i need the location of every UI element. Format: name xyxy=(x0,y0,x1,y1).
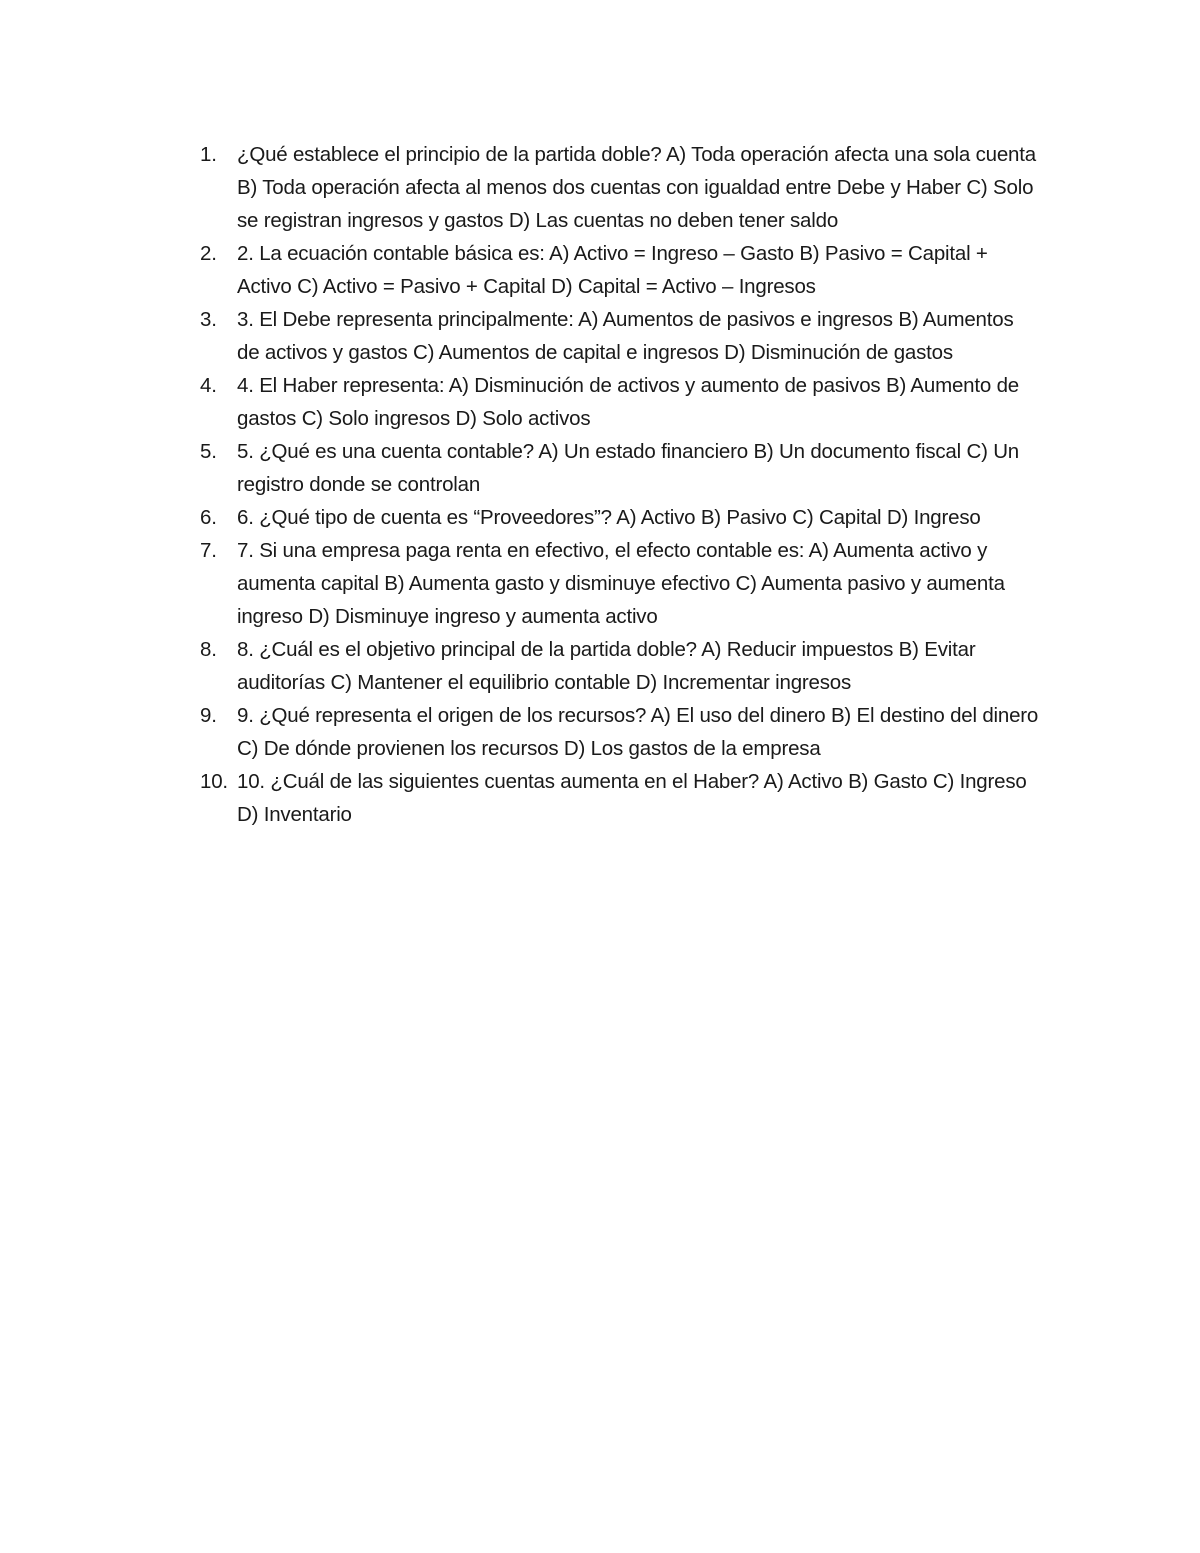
question-number: 9. xyxy=(200,704,217,727)
question-item xyxy=(200,633,1040,699)
question-text: 7. Si una empresa paga renta en efectivo, el efecto contable es: A) Aumenta activo y aumenta capital B) Aumenta gasto y disminuye efectivo C) Aumenta pasivo y aumenta ingreso D) Disminuye ingreso y aumenta activo xyxy=(237,539,1005,628)
question-text: 10. ¿Cuál de las siguientes cuentas aumenta en el Haber? A) Activo B) Gasto C) Ingreso D) Inventario xyxy=(237,770,1027,826)
question-item xyxy=(200,534,1040,633)
question-list xyxy=(200,138,1040,831)
question-item xyxy=(200,501,1040,534)
question-number: 4. xyxy=(200,374,217,397)
question-number: 8. xyxy=(200,638,217,661)
question-number: 2. xyxy=(200,242,217,265)
question-number: 10. xyxy=(200,770,228,793)
question-text: 5. ¿Qué es una cuenta contable? A) Un estado financiero B) Un documento fiscal C) Un registro donde se controlan xyxy=(237,440,1019,496)
question-text: 6. ¿Qué tipo de cuenta es “Proveedores”? A) Activo B) Pasivo C) Capital D) Ingreso xyxy=(237,506,981,529)
question-text: ¿Qué establece el principio de la partida doble? A) Toda operación afecta una sola cuenta B) Toda operación afecta al menos dos cuentas con igualdad entre Debe y Haber C) Solo se registran ingresos y gastos D) Las cuentas no deben tener saldo xyxy=(237,143,1036,232)
question-number: 5. xyxy=(200,440,217,463)
question-item xyxy=(200,435,1040,501)
question-item xyxy=(200,237,1040,303)
question-text: 2. La ecuación contable básica es: A) Activo = Ingreso – Gasto B) Pasivo = Capital + Activo C) Activo = Pasivo + Capital D) Capital = Activo – Ingresos xyxy=(237,242,988,298)
question-text: 8. ¿Cuál es el objetivo principal de la partida doble? A) Reducir impuestos B) Evitar auditorías C) Mantener el equilibrio contable D) Incrementar ingresos xyxy=(237,638,976,694)
question-number: 7. xyxy=(200,539,217,562)
question-item xyxy=(200,699,1040,765)
question-item xyxy=(200,303,1040,369)
question-number: 3. xyxy=(200,308,217,331)
question-text: 9. ¿Qué representa el origen de los recursos? A) El uso del dinero B) El destino del dinero C) De dónde provienen los recursos D) Los gastos de la empresa xyxy=(237,704,1039,760)
question-item xyxy=(200,138,1040,237)
question-number: 1. xyxy=(200,143,217,166)
question-item xyxy=(200,765,1040,831)
question-item xyxy=(200,369,1040,435)
question-text: 4. El Haber representa: A) Disminución de activos y aumento de pasivos B) Aumento de gastos C) Solo ingresos D) Solo activos xyxy=(237,374,1019,430)
question-number: 6. xyxy=(200,506,217,529)
question-text: 3. El Debe representa principalmente: A) Aumentos de pasivos e ingresos B) Aumentos de activos y gastos C) Aumentos de capital e ingresos D) Disminución de gastos xyxy=(237,308,1014,364)
